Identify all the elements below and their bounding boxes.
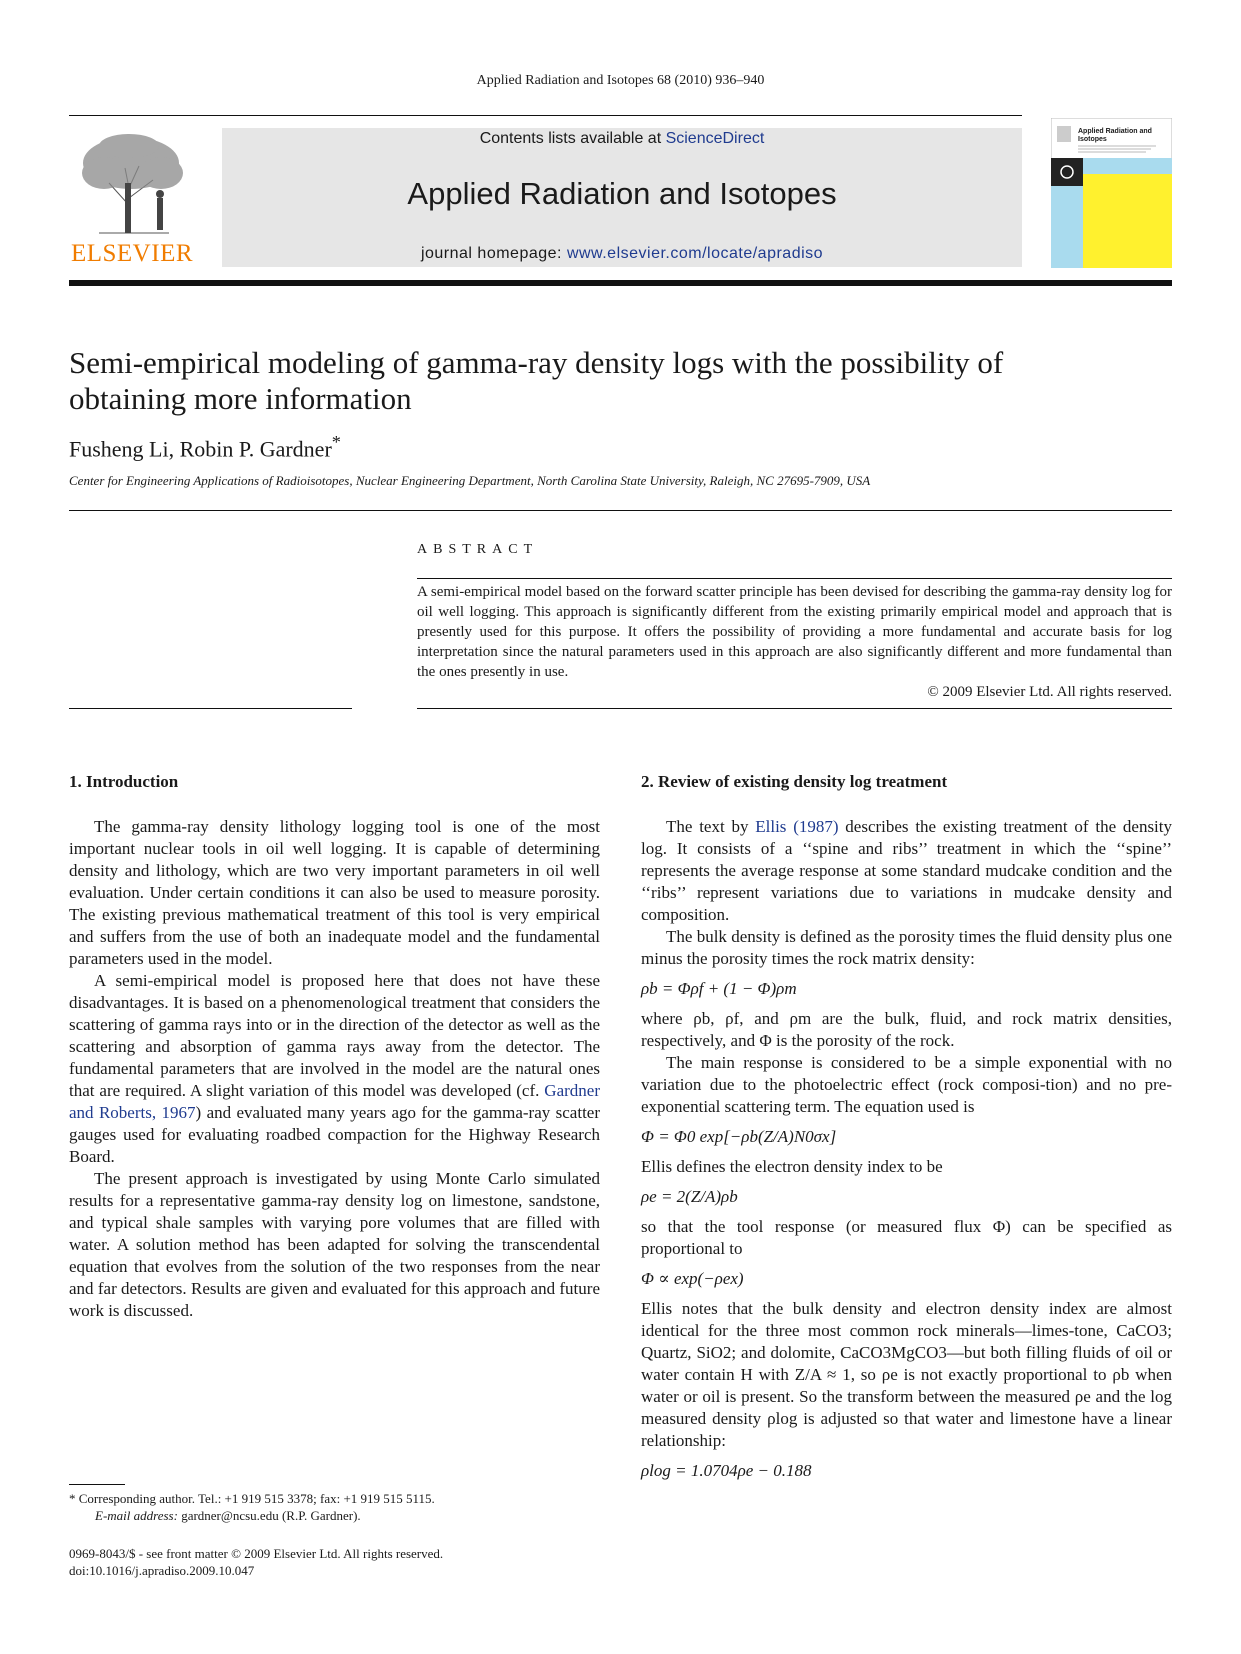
elsevier-logo [69, 128, 195, 268]
intro-p2-text-b: ) and evaluated many years ago for the gamma-ray scatter gauges used for evaluating roadbed compaction for the Highway Research Board. [69, 1103, 601, 1166]
abstract-copyright: © 2009 Elsevier Ltd. All rights reserved. [927, 684, 1172, 700]
abstract-top-rule [417, 578, 1172, 579]
review-paragraph-1 [641, 816, 1172, 926]
review-p1-text-a: The text by [666, 817, 756, 836]
equation-bulk-density: ρb = Φρf + (1 − Φ)ρm [641, 979, 797, 998]
email-line [69, 1507, 600, 1524]
review-column [641, 816, 1172, 1490]
intro-paragraph-1: The gamma-ray density lithology logging tool is one of the most important nuclear tools in oil well logging. It is capable of determining density and lithology, which are two very important parameters in oil well evaluation. Under certain conditions it can also be used to measure porosity. The existing previous mathematical treatment of this tool is very empirical and suffers from the use of both an inadequate model and the fundamental parameters used in the model. [69, 817, 600, 968]
email-address[interactable]: gardner@ncsu.edu (R.P. Gardner). [181, 1508, 361, 1523]
title-rule [69, 510, 1172, 511]
article-ids [69, 1545, 600, 1579]
contents-line [222, 128, 1022, 148]
intro-heading: 1. Introduction [69, 772, 179, 791]
footnote [69, 1490, 600, 1524]
title-line-1: Semi-empirical modeling of gamma-ray density logs with the possibility of [69, 345, 1004, 380]
tree-icon [69, 128, 195, 238]
review-p1-text-b: describes the existing treatment of the density log. It consists of a ‘‘spine and ribs’’ treatment in which the ‘‘spine’’ represents the average response at some standard mudcake condition and the ‘‘ribs’’ represent variations due to variations in mudcake density and composition. [641, 817, 1173, 924]
homepage-line [222, 245, 1022, 263]
intro-column [69, 816, 600, 1322]
review-paragraph-2: The bulk density is defined as the porosity times the fluid density plus one minus the porosity times the rock matrix density: [641, 927, 1172, 968]
email-label: E-mail address: [95, 1508, 182, 1523]
author-mark: * [331, 432, 341, 452]
header-thick-rule [69, 280, 1172, 286]
journal-cover [1051, 118, 1172, 268]
abstract-heading: ABSTRACT [417, 542, 539, 557]
review-paragraph-4: The main response is considered to be a simple exponential with no variation due to the photoelectric effect (rock composi-tion) and no pre-exponential scattering term. The equation used is [641, 1053, 1172, 1116]
abstract-bottom-rule [417, 708, 1172, 709]
abstract-body [417, 582, 1172, 702]
equation-electron-density: ρe = 2(Z/A)ρb [641, 1187, 738, 1206]
front-matter: 0969-8043/$ - see front matter © 2009 Elsevier Ltd. All rights reserved. [69, 1546, 444, 1561]
journal-reference: Applied Radiation and Isotopes 68 (2010) 936–940 [476, 73, 765, 88]
gardner-roberts-citation[interactable]: Gardner and Roberts, 1967 [69, 1081, 600, 1122]
review-paragraph-5: Ellis defines the electron density index to be [641, 1157, 943, 1176]
homepage-prefix: journal homepage: [420, 245, 567, 262]
equation-log-density: ρlog = 1.0704ρe − 0.188 [641, 1461, 812, 1480]
abstract-text: A semi-empirical model based on the forward scatter principle has been devised for describing the gamma-ray density log for oil well logging. This approach is significantly different from the existing primarily empirical model and approach that is presently used for this purpose. It offers the possibility of providing a more fundamental and accurate basis for log interpretation since the natural parameters used in this approach are also significantly different and more fundamental than the ones presently in use. [417, 584, 1172, 680]
doi[interactable]: doi:10.1016/j.apradiso.2009.10.047 [69, 1563, 255, 1578]
elsevier-wordmark: ELSEVIER [70, 240, 194, 267]
footnote-rule [69, 1484, 125, 1485]
sciencedirect-link[interactable]: ScienceDirect [665, 130, 765, 147]
author-names: Fusheng Li, Robin P. Gardner [69, 436, 332, 462]
journal-title: Applied Radiation and Isotopes [407, 176, 837, 211]
review-paragraph-6: so that the tool response (or measured flux Φ) can be specified as proportional to [641, 1217, 1172, 1258]
affiliation: Center for Engineering Applications of Radioisotopes, Nuclear Engineering Department, North Carolina State University, Raleigh, NC 27695-7909, USA [69, 473, 871, 488]
journal-banner [222, 128, 1022, 267]
equation-proportional: Φ ∝ exp(−ρex) [641, 1269, 744, 1288]
equation-flux: Φ = Φ0 exp[−ρb(Z/A)N0σx] [641, 1127, 837, 1146]
intro-paragraph-2 [69, 970, 600, 1168]
homepage-link[interactable]: www.elsevier.com/locate/apradiso [566, 245, 824, 262]
header-rule [69, 115, 1022, 116]
title-line-2: obtaining more information [69, 381, 412, 416]
article-title [69, 345, 1169, 417]
ellis-citation[interactable]: Ellis (1987) [755, 817, 839, 836]
review-paragraph-3: where ρb, ρf, and ρm are the bulk, fluid, and rock matrix densities, respectively, and Φ is the porosity of the rock. [641, 1009, 1172, 1050]
intro-p2-text-a: A semi-empirical model is proposed here that does not have these disadvantages. It is based on a phenomenological treatment that considers the scattering of gamma rays into or in the direction of the detector as well as the scattering and absorption of gamma rays away from the detector. The fundamental parameters that are involved in the model are the natural ones that are required. A slight variation of this model was developed (cf. [69, 971, 600, 1100]
corresponding-author: * Corresponding author. Tel.: +1 919 515 3378; fax: +1 919 515 5115. [69, 1491, 435, 1506]
left-rule [69, 708, 352, 709]
intro-paragraph-3: The present approach is investigated by using Monte Carlo simulated results for a representative gamma-ray density log on limestone, sandstone, and typical shale samples with varying pore volumes that are filled with water. A solution method has been adapted for solving the transcendental equation that evolves from the solution of the two responses from the near and far detectors. Results are given and evaluated for this approach and future work is discussed. [69, 1169, 600, 1320]
review-paragraph-7: Ellis notes that the bulk density and electron density index are almost identical for the three most common rock minerals—limes-tone, CaCO3; Quartz, SiO2; and dolomite, CaCO3MgCO3—but both filling fluids of oil or water contain H with Z/A ≈ 1, so ρe is not exactly proportional to ρb when water or oil is present. So the transform between the measured ρe and the log measured density ρlog is adjusted so that water and limestone have a linear relationship: [641, 1299, 1172, 1450]
authors [69, 432, 341, 462]
contents-prefix: Contents lists available at [479, 130, 666, 147]
cover-title: Applied Radiation and Isotopes [1078, 128, 1152, 143]
review-heading: 2. Review of existing density log treatment [641, 772, 948, 791]
